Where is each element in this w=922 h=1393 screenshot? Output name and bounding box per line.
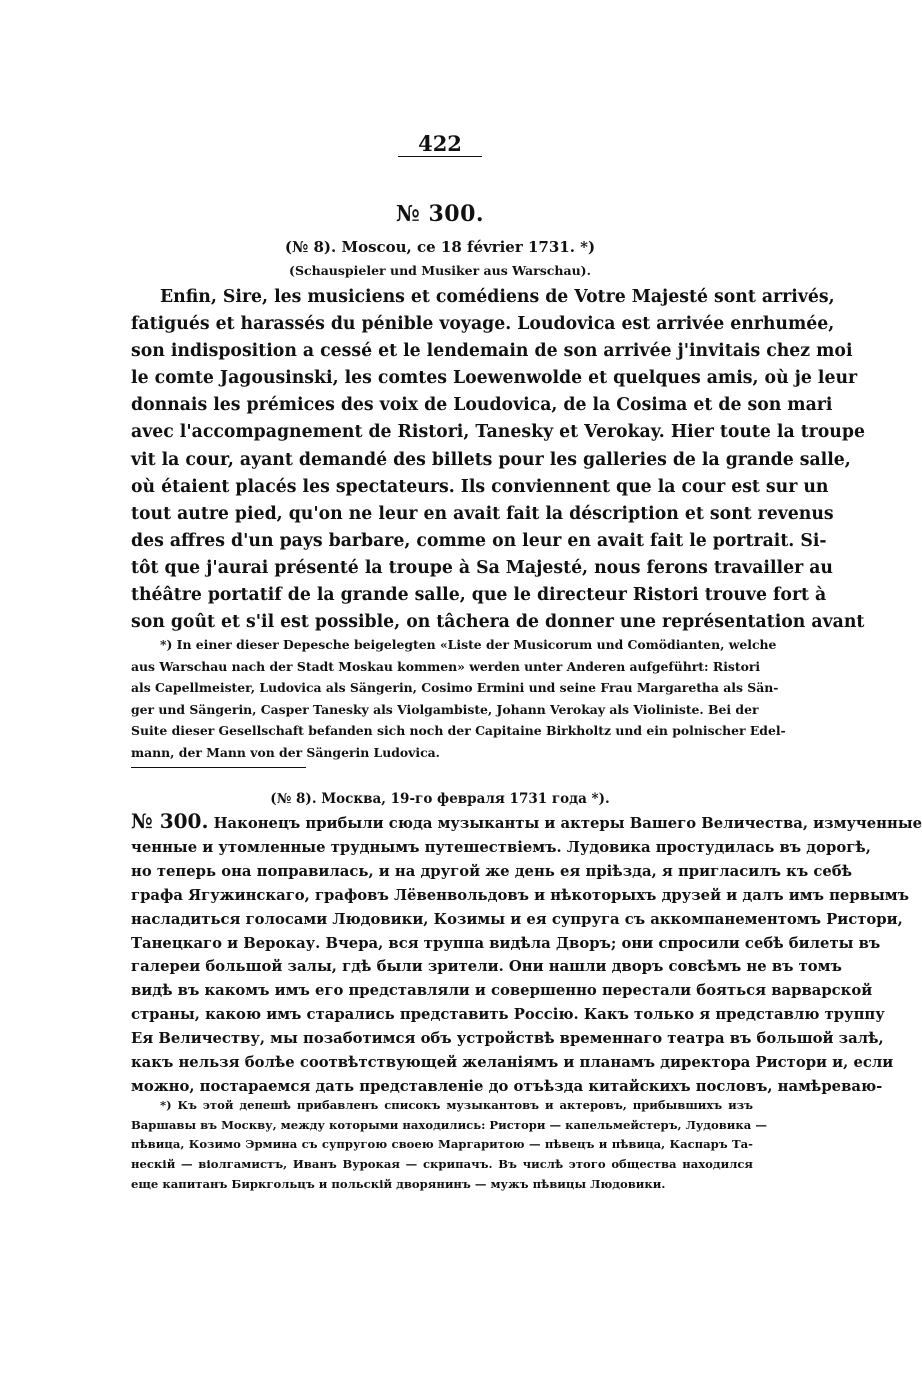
french-body-line: tout autre pied, qu'on ne leur en avait fait la déscription et sont revenus [131, 503, 834, 524]
russian-body-line: галереи большой залы, гдѣ были зрители. Они нашли дворъ совсѣмъ не въ томъ [131, 958, 842, 976]
french-body-line: le comte Jagousinski, les comtes Loewenwolde et quelques amis, où je leur [131, 368, 858, 389]
french-body-line: tôt que j'aurai présenté la troupe à Sa Majesté, nous ferons travailler au [131, 557, 833, 578]
russian-footnote-line: Варшавы въ Москву, между которыми находились: Ристори — капельмейстеръ, Лудовика — [131, 1117, 767, 1132]
russian-footnote-line: еще капитанъ Биркгольцъ и польскій дворянинъ — мужъ пѣвицы Людовики. [131, 1176, 666, 1191]
french-body [131, 284, 865, 636]
french-body-line: son goût et s'il est possible, on tâchera de donner une représentation avant [131, 612, 865, 633]
page-number-underline [398, 156, 482, 157]
french-body-line: avec l'accompagnement de Ristori, Tanesky et Verokay. Hier toute la troupe [131, 422, 865, 443]
french-body-line: des affres d'un pays barbare, comme on leur en avait fait le portrait. Si- [131, 530, 827, 551]
russian-body-line: графа Ягужинскаго, графовъ Лёвенвольдовъ и нѣкоторыхъ друзей и далъ имъ первымъ [131, 886, 909, 904]
french-footnote-line: Suite dieser Gesellschaft befanden sich noch der Capitaine Birkholtz und ein polnischer Edel- [131, 723, 786, 739]
russian-body-first-line [131, 809, 922, 836]
russian-document-number: № 300. [131, 809, 209, 833]
french-body-line: théâtre portatif de la grande salle, que le directeur Ristori trouve fort à [131, 585, 827, 606]
russian-body-line: Ея Величеству, мы позаботимся объ устройствѣ временнаго театра въ большой залѣ, [131, 1030, 884, 1048]
russian-body-line: насладиться голосами Людовики, Козимы и ея супруга съ аккомпанементомъ Ристори, [131, 910, 903, 928]
french-footnote-line: aus Warschau nach der Stadt Moskau kommen» werden unter Anderen aufgeführt: Ristori [131, 658, 761, 674]
russian-body-line: ченные и утомленные труднымъ путешествіемъ. Лудовика простудилась въ дорогѣ, [131, 838, 871, 856]
russian-footnote-line: нескій — віолгамистъ, Иванъ Вурокая — скрипачъ. Въ числѣ этого общества находился [131, 1157, 753, 1172]
french-footnote-line: als Capellmeister, Ludovica als Sängerin, Cosimo Ermini und seine Frau Margaretha als Sän- [131, 680, 779, 696]
russian-body-line: какъ нельзя болѣе соотвѣтствующей желаніямъ и планамъ директора Ристори и, если [131, 1054, 894, 1072]
russian-footnote-line: *) Къ этой депешѣ прибавленъ списокъ музыкантовъ и актеровъ, прибывшихъ изъ [160, 1098, 753, 1112]
russian-body [131, 809, 922, 1099]
french-footnote [131, 634, 786, 764]
page-number: 422 [418, 131, 462, 156]
russian-footnote [131, 1096, 767, 1195]
french-body-line: Enfin, Sire, les musiciens et comédiens de Votre Majesté sont arrivés, [160, 287, 835, 307]
french-body-line: fatigués et harassés du pénible voyage. Loudovica est arrivée enrhumée, [131, 314, 835, 335]
russian-footnote-line: пѣвица, Козимо Эрмина съ супругою своею Маргаритою — пѣвецъ и пѣвица, Каспаръ Та- [131, 1137, 753, 1152]
russian-body-line: страны, какою имъ старались представить Россію. Какъ только я представлю труппу [131, 1006, 885, 1024]
french-body-line: vit la cour, ayant demandé des billets pour les galleries de la grande salle, [131, 449, 851, 470]
russian-body-first-text: Наконецъ прибыли сюда музыканты и актеры Вашего Величества, измученные [213, 815, 922, 832]
section-divider [131, 767, 306, 768]
russian-body-line: видѣ въ какомъ имъ его представляли и совершенно перестали бояться варварской [131, 982, 873, 1000]
french-footnote-line: mann, der Mann von der Sängerin Ludovica. [131, 744, 440, 760]
russian-dateline: (№ 8). Москва, 19-го февраля 1731 года *). [270, 791, 610, 807]
french-footnote-line: ger und Sängerin, Casper Tanesky als Violgambiste, Johann Verokay als Violiniste. Bei der [131, 701, 759, 717]
french-body-line: donnais les prémices des voix de Loudovica, de la Cosima et de son mari [131, 395, 833, 416]
french-footnote-line: *) In einer dieser Depesche beigelegten «Liste der Musicorum und Comödianten, welche [160, 637, 777, 652]
russian-body-line: но теперь она поправилась, и на другой же день ея пріѣзда, я пригласилъ къ себѣ [131, 862, 853, 880]
french-body-line: où étaient placés les spectateurs. Ils conviennent que la cour est sur un [131, 476, 829, 497]
document-number: № 300. [395, 201, 485, 227]
french-body-line: son indisposition a cessé et le lendemain de son arrivée j'invitais chez moi [131, 341, 853, 362]
french-subtitle: (Schauspieler und Musiker aus Warschau). [289, 263, 591, 278]
russian-body-line: можно, постараемся дать представленіе до отъѣзда китайскихъ пословъ, намѣреваю- [131, 1077, 883, 1095]
russian-body-line: Танецкаго и Верокау. Вчера, вся труппа видѣла Дворъ; они спросили себѣ билеты въ [131, 934, 881, 952]
french-dateline: (№ 8). Moscou, ce 18 février 1731. *) [284, 238, 596, 256]
